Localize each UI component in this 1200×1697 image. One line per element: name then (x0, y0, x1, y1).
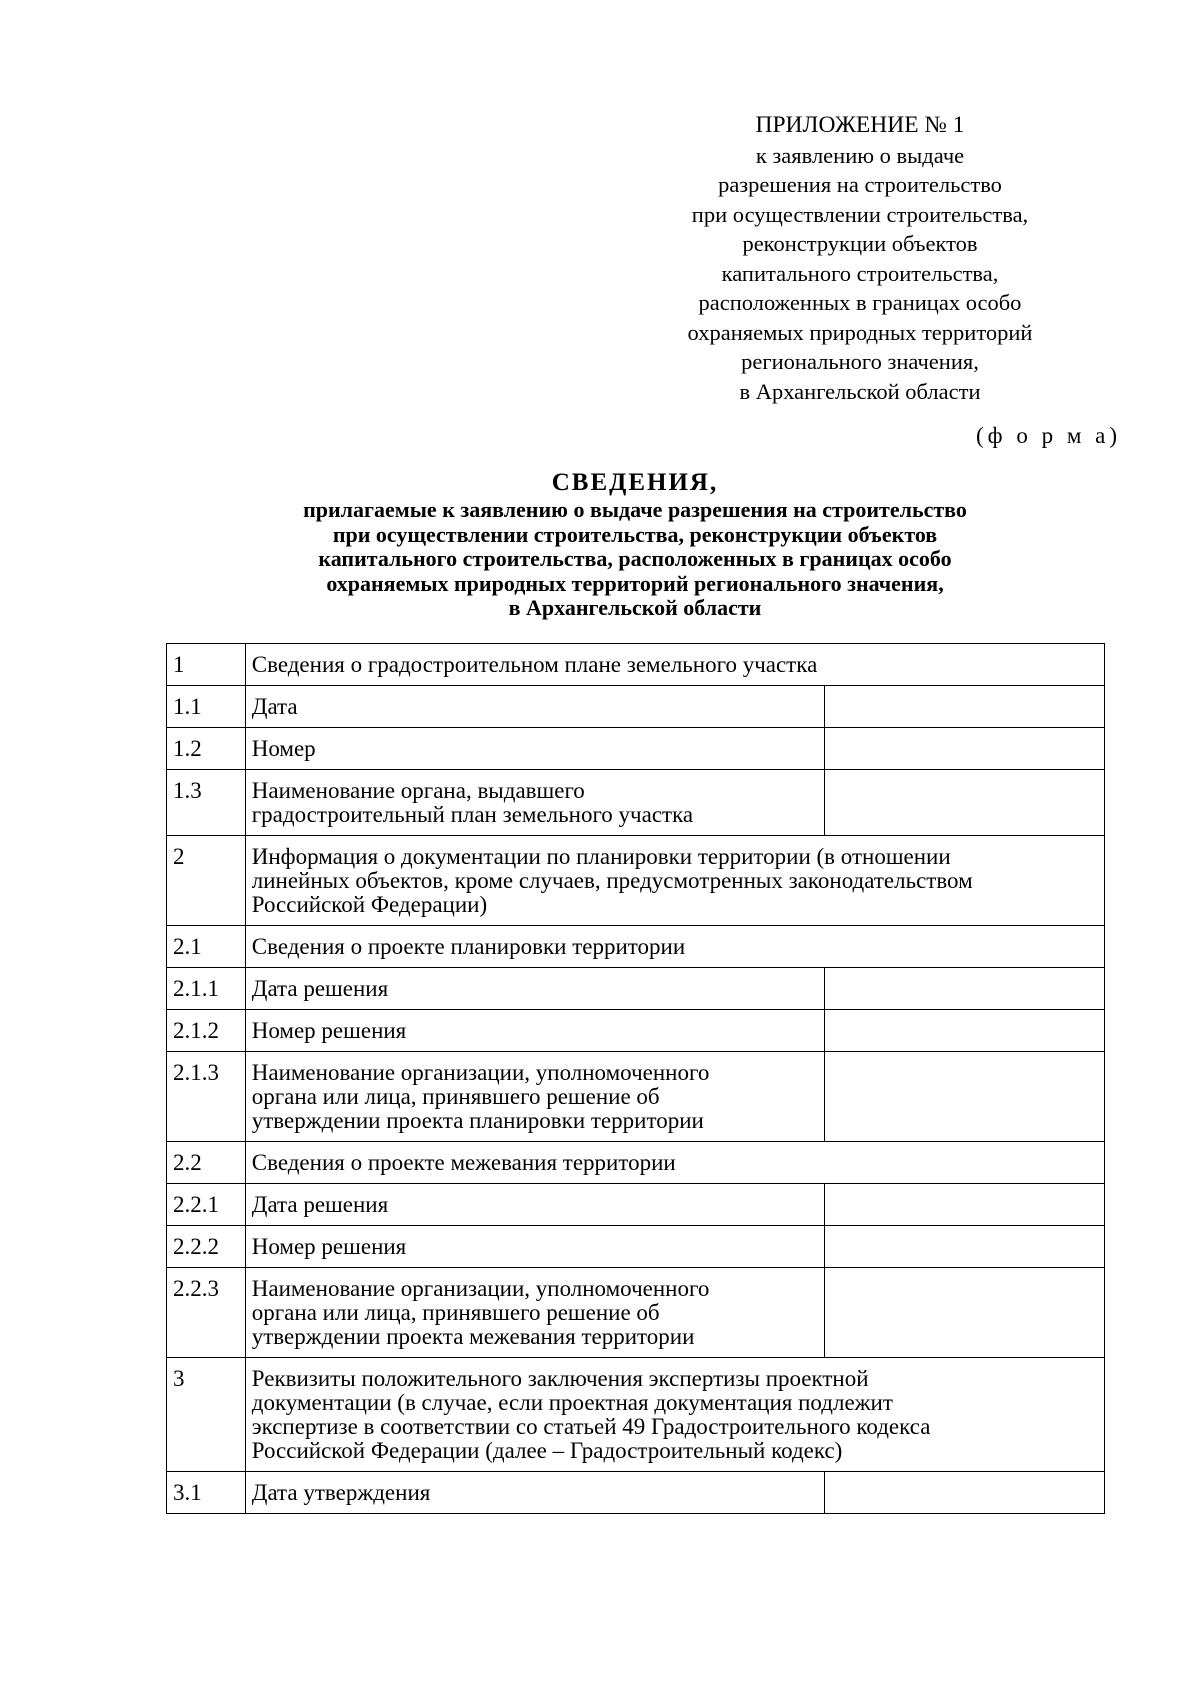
appendix-line: реконструкции объектов (742, 231, 978, 256)
row-label (245, 686, 824, 728)
row-label-line: градостроительный план земельного участка (251, 802, 694, 827)
row-label (245, 1226, 824, 1268)
table-row (167, 1184, 1105, 1226)
table-row (167, 644, 1105, 686)
heading-line: при осуществлении строительства, реконструкции объектов (332, 521, 938, 547)
row-number: 3 (167, 1358, 246, 1472)
row-label (245, 644, 1104, 686)
table-row (167, 770, 1105, 836)
row-label-line: Номер решения (251, 1234, 407, 1259)
appendix-line: регионального значения, (741, 349, 979, 374)
row-number: 2.2.3 (167, 1268, 246, 1358)
row-number: 1.1 (167, 686, 246, 728)
row-value-field[interactable] (825, 1010, 1105, 1052)
row-label-line: Номер решения (251, 1018, 407, 1043)
heading-line: охраняемых природных территорий регионального значения, (326, 570, 944, 596)
table-row (167, 836, 1105, 926)
row-number: 2.2 (167, 1142, 246, 1184)
row-label-line: Наименование организации, уполномоченного (251, 1060, 710, 1085)
row-number: 2.1.2 (167, 1010, 246, 1052)
row-label (245, 1358, 1104, 1472)
table-row (167, 968, 1105, 1010)
heading-line: прилагаемые к заявлению о выдаче разрешения на строительство (303, 497, 967, 522)
table-row (167, 1142, 1105, 1184)
table-row (167, 1010, 1105, 1052)
row-label-line: Информация о документации по планировки территории (в отношении (251, 844, 951, 869)
row-label-line: органа или лица, принявшего решение об (251, 1084, 660, 1109)
row-value-field[interactable] (825, 1052, 1105, 1142)
row-label (245, 926, 1104, 968)
row-number: 1.2 (167, 728, 246, 770)
row-number: 3.1 (167, 1472, 246, 1514)
row-label (245, 1268, 824, 1358)
table-row (167, 926, 1105, 968)
row-label-line: Российской Федерации (далее – Градостроительный кодекс) (251, 1438, 843, 1463)
row-label-line: Дата (251, 694, 298, 719)
row-label (245, 1142, 1104, 1184)
row-label-line: Номер (251, 736, 316, 761)
row-label-line: Дата решения (251, 976, 389, 1001)
document-heading (166, 468, 1104, 621)
row-number: 1.3 (167, 770, 246, 836)
info-table (166, 643, 1105, 1514)
row-value-field[interactable] (825, 968, 1105, 1010)
row-label-line: утверждении проекта планировки территории (251, 1108, 704, 1133)
row-label-line: Сведения о проекте межевания территории (251, 1150, 676, 1175)
row-number: 2.2.2 (167, 1226, 246, 1268)
row-label (245, 1184, 824, 1226)
row-label-line: экспертизе в соответствии со статьей 49 Градостроительного кодекса (251, 1414, 931, 1439)
row-label (245, 770, 824, 836)
row-value-field[interactable] (825, 686, 1105, 728)
table-row (167, 1472, 1105, 1514)
appendix-line: капитального строительства, (721, 260, 999, 286)
row-label-line: Наименование органа, выдавшего (251, 778, 585, 803)
appendix-line: охраняемых природных территорий (687, 319, 1033, 345)
table-row (167, 728, 1105, 770)
table-row (167, 1052, 1105, 1142)
row-label-line: утверждении проекта межевания территории (251, 1324, 695, 1349)
heading-line: капитального строительства, расположенных в границах особо (318, 546, 952, 571)
row-number: 1 (167, 644, 246, 686)
row-label-line: Дата утверждения (251, 1480, 431, 1505)
row-label-line: Реквизиты положительного заключения экспертизы проектной (251, 1366, 869, 1391)
heading-line: в Архангельской области (508, 595, 762, 620)
appendix-line: в Архангельской области (739, 378, 981, 404)
row-number: 2.1.1 (167, 968, 246, 1010)
form-note: (ф о р м а) (976, 423, 1121, 448)
appendix-line: при осуществлении строительства, (691, 201, 1029, 227)
table-row (167, 1268, 1105, 1358)
appendix-line: расположенных в границах особо (698, 290, 1022, 315)
table-row (167, 1226, 1105, 1268)
table-row (167, 686, 1105, 728)
row-label-line: Сведения о проекте планировки территории (251, 934, 686, 959)
row-value-field[interactable] (825, 728, 1105, 770)
row-label (245, 836, 1104, 926)
row-value-field[interactable] (825, 1184, 1105, 1226)
row-value-field[interactable] (825, 1472, 1105, 1514)
row-value-field[interactable] (825, 770, 1105, 836)
row-label (245, 968, 824, 1010)
row-label-line: Дата решения (251, 1192, 389, 1217)
appendix-header (640, 111, 1080, 406)
appendix-line: разрешения на строительство (718, 172, 1002, 197)
row-label-line: линейных объектов, кроме случаев, предусмотренных законодательством (251, 868, 973, 893)
row-number: 2.1.3 (167, 1052, 246, 1142)
row-label-line: органа или лица, принявшего решение об (251, 1300, 660, 1325)
row-label (245, 728, 824, 770)
row-value-field[interactable] (825, 1268, 1105, 1358)
appendix-line: к заявлению о выдаче (755, 142, 965, 168)
row-number: 2.1 (167, 926, 246, 968)
row-number: 2.2.1 (167, 1184, 246, 1226)
row-label-line: Сведения о градостроительном плане земельного участка (251, 652, 818, 677)
appendix-title: ПРИЛОЖЕНИЕ № 1 (755, 112, 965, 138)
row-value-field[interactable] (825, 1226, 1105, 1268)
row-label (245, 1052, 824, 1142)
row-label-line: Российской Федерации) (251, 892, 488, 917)
row-number: 2 (167, 836, 246, 926)
table-row (167, 1358, 1105, 1472)
row-label-line: документации (в случае, если проектная документация подлежит (251, 1390, 893, 1415)
row-label (245, 1010, 824, 1052)
document-title: СВЕДЕНИЯ, (551, 469, 719, 496)
row-label-line: Наименование организации, уполномоченного (251, 1276, 710, 1301)
row-label (245, 1472, 824, 1514)
